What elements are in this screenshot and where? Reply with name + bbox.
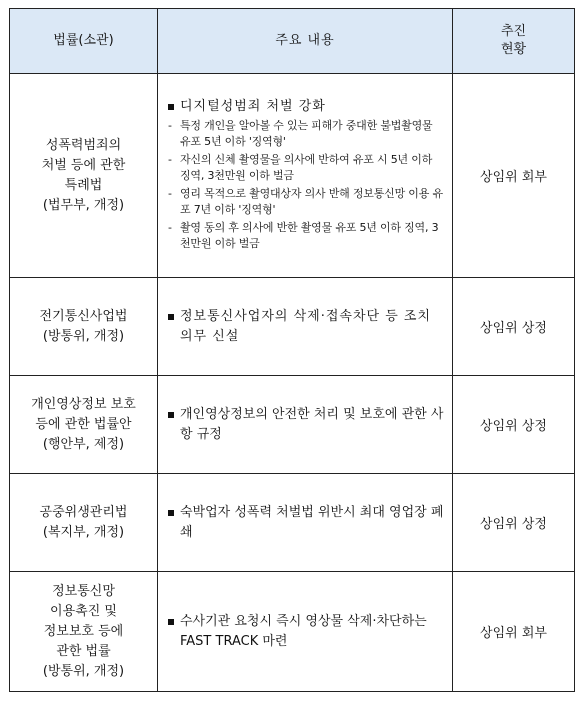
square-bullet-icon bbox=[168, 510, 174, 516]
status-cell bbox=[453, 278, 575, 376]
sub-list bbox=[168, 118, 444, 252]
law-line: 성폭력범죄의 bbox=[45, 137, 122, 153]
law-line: (복지부, 개정) bbox=[42, 524, 125, 540]
header-law-label: 법률(소관) bbox=[53, 33, 114, 48]
law-line: 처벌 등에 관한 bbox=[41, 157, 126, 173]
law-line: (방통위, 개정) bbox=[42, 663, 125, 679]
list-item bbox=[168, 152, 444, 184]
sub-text: 촬영 동의 후 의사에 반한 촬영물 유포 5년 이하 징역, 3천만원 이하 벌금 bbox=[180, 221, 439, 250]
content-cell bbox=[158, 376, 453, 474]
main-bullet bbox=[168, 307, 444, 347]
law-cell bbox=[10, 376, 158, 474]
sub-text: 영리 목적으로 촬영대상자 의사 반해 정보통신망 이용 유포 7년 이하 '징역형' bbox=[180, 187, 443, 216]
law-cell bbox=[10, 572, 158, 692]
list-item bbox=[168, 220, 444, 252]
table-row bbox=[10, 74, 575, 278]
status-text: 상임위 회부 bbox=[480, 626, 547, 641]
main-text: 디지털성범죄 처벌 강화 bbox=[180, 99, 326, 114]
law-cell bbox=[10, 278, 158, 376]
dash-icon: - bbox=[168, 221, 172, 234]
sub-text: 자신의 신체 촬영물을 의사에 반하여 유포 시 5년 이하 징역, 3천만원 이하 벌금 bbox=[180, 153, 433, 182]
main-text: 수사기관 요청시 즉시 영상물 삭제·차단하는 FAST TRACK 마련 bbox=[180, 613, 427, 649]
header-status bbox=[453, 9, 575, 74]
law-line: 개인영상정보 보호 bbox=[31, 396, 136, 412]
law-cell bbox=[10, 474, 158, 572]
status-text: 상임위 상정 bbox=[480, 321, 547, 336]
header-content-label: 주요 내용 bbox=[275, 33, 335, 48]
law-cell bbox=[10, 74, 158, 278]
law-line: 특례법 bbox=[64, 177, 103, 193]
law-line: 정보통신망 bbox=[52, 583, 115, 599]
law-line: 전기통신사업법 bbox=[39, 308, 128, 324]
status-text: 상임위 상정 bbox=[480, 517, 547, 532]
table-row bbox=[10, 474, 575, 572]
square-bullet-icon bbox=[168, 314, 174, 320]
status-cell bbox=[453, 572, 575, 692]
square-bullet-icon bbox=[168, 104, 174, 110]
law-line: (행안부, 제정) bbox=[42, 436, 125, 452]
status-text: 상임위 회부 bbox=[480, 170, 547, 185]
main-bullet bbox=[168, 405, 444, 445]
legislation-table bbox=[9, 8, 575, 692]
main-bullet bbox=[168, 612, 444, 652]
main-text: 정보통신사업자의 삭제·접속차단 등 조치 의무 신설 bbox=[180, 308, 432, 344]
status-text: 상임위 상정 bbox=[480, 419, 547, 434]
status-cell bbox=[453, 74, 575, 278]
main-bullet bbox=[168, 97, 444, 117]
law-line: 등에 관한 법률안 bbox=[35, 416, 132, 432]
header-row bbox=[10, 9, 575, 74]
content-cell bbox=[158, 572, 453, 692]
law-line: (방통위, 개정) bbox=[42, 328, 125, 344]
dash-icon: - bbox=[168, 119, 172, 132]
table-row bbox=[10, 376, 575, 474]
content-cell bbox=[158, 74, 453, 278]
header-content bbox=[158, 9, 453, 74]
main-bullet bbox=[168, 503, 444, 543]
table-row bbox=[10, 278, 575, 376]
header-status-line2: 현황 bbox=[500, 42, 527, 57]
content-cell bbox=[158, 278, 453, 376]
law-line: 정보보호 등에 bbox=[43, 623, 124, 639]
list-item bbox=[168, 118, 444, 150]
law-line: 이용촉진 및 bbox=[50, 603, 117, 619]
main-text: 숙박업자 성폭력 처벌법 위반시 최대 영업장 폐쇄 bbox=[180, 504, 444, 540]
list-item bbox=[168, 186, 444, 218]
table-row bbox=[10, 572, 575, 692]
square-bullet-icon bbox=[168, 412, 174, 418]
dash-icon: - bbox=[168, 187, 172, 200]
status-cell bbox=[453, 376, 575, 474]
status-cell bbox=[453, 474, 575, 572]
sub-text: 특정 개인을 알아볼 수 있는 피해가 중대한 불법촬영물 유포 5년 이하 '징역형' bbox=[180, 119, 433, 148]
main-text: 개인영상정보의 안전한 처리 및 보호에 관한 사항 규정 bbox=[180, 406, 444, 442]
law-line: (법무부, 개정) bbox=[42, 197, 125, 213]
law-line: 관한 법률 bbox=[56, 643, 111, 659]
header-status-line1: 추진 bbox=[500, 24, 527, 39]
content-cell bbox=[158, 474, 453, 572]
square-bullet-icon bbox=[168, 619, 174, 625]
dash-icon: - bbox=[168, 153, 172, 166]
law-line: 공중위생관리법 bbox=[39, 504, 128, 520]
header-law bbox=[10, 9, 158, 74]
